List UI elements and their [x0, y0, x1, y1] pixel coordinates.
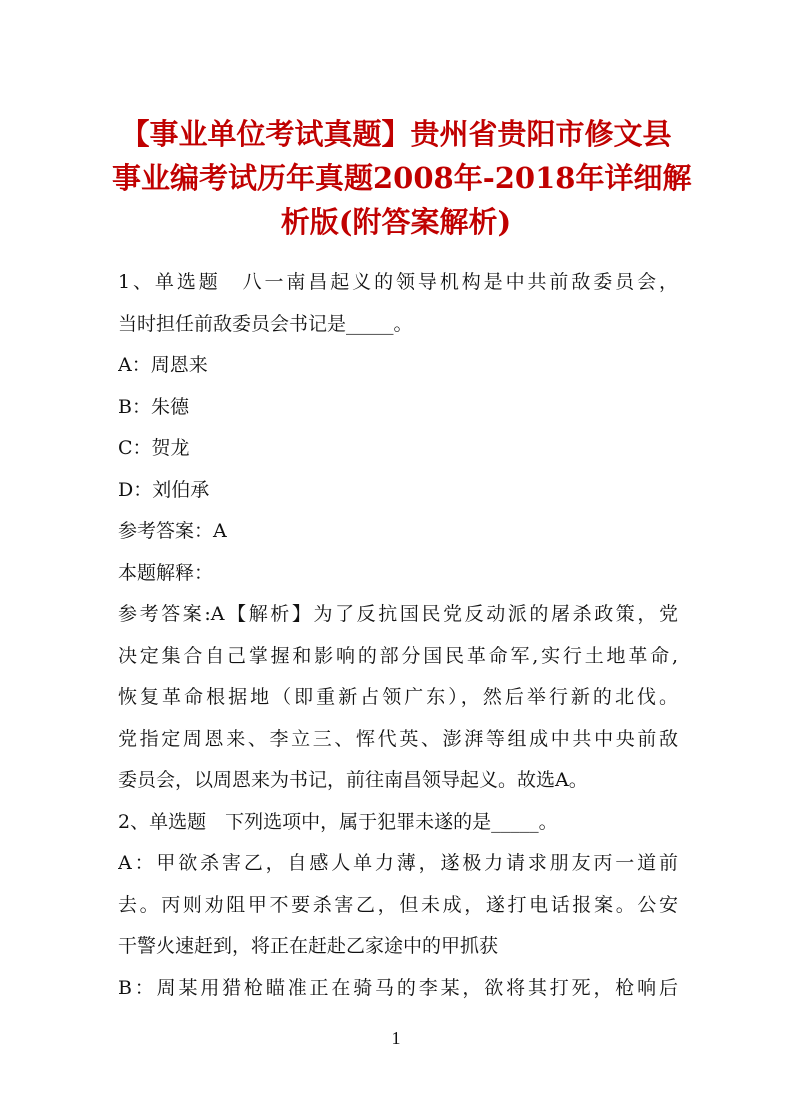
question-1-stem-line: 1、单选题 八一南昌起义的领导机构是中共前敌委员会， — [118, 271, 678, 293]
question-2-option-a-line: A：甲欲杀害乙，自感人单力薄，遂极力请求朋友丙一道前 — [118, 852, 678, 874]
question-1-explanation-line: 委员会，以周恩来为书记，前往南昌领导起义。故选A。 — [118, 769, 588, 791]
question-1-option-d: D：刘伯承 — [118, 478, 210, 501]
question-2-option-a-line: 干警火速赶到，将正在赶赴乙家途中的甲抓获 — [118, 935, 499, 957]
question-2-option-a-line: 去。丙则劝阻甲不要杀害乙，但未成，遂打电话报案。公安 — [118, 893, 678, 916]
question-2-option-b-line: B：周某用猎枪瞄准正在骑马的李某，欲将其打死，枪响后 — [118, 976, 678, 999]
title-line: 析版(附答案解析) — [280, 205, 512, 239]
question-1-stem-line: 当时担任前敌委员会书记是_____。 — [118, 312, 413, 335]
title-line: 【事业单位考试真题】贵州省贵阳市修文县 — [120, 117, 672, 151]
title-line: 事业编考试历年真题2008年-2018年详细解 — [112, 161, 692, 195]
page-number: 1 — [391, 1028, 401, 1048]
document-body — [118, 262, 678, 1009]
question-1-explanation-line: 决定集合自己掌握和影响的部分国民革命军,实行土地革命, — [118, 644, 678, 667]
question-1-option-c: C：贺龙 — [118, 437, 190, 459]
question-1-option-b: B：朱德 — [118, 395, 189, 418]
question-1-explanation-line: 恢复革命根据地（即重新占领广东），然后举行新的北伐。 — [118, 686, 678, 708]
question-1-answer: 参考答案：A — [118, 520, 227, 542]
document-title — [112, 112, 692, 244]
question-1-explanation-line: 党指定周恩来、李立三、恽代英、澎湃等组成中共中央前敌 — [118, 727, 678, 750]
question-1-option-a: A：周恩来 — [118, 354, 208, 376]
question-1-explanation-line: 参考答案:A【解析】为了反抗国民党反动派的屠杀政策，党 — [118, 603, 678, 625]
question-1-explanation-heading: 本题解释： — [118, 561, 214, 584]
question-2-stem-line: 2、单选题 下列选项中，属于犯罪未遂的是_____。 — [118, 810, 558, 833]
